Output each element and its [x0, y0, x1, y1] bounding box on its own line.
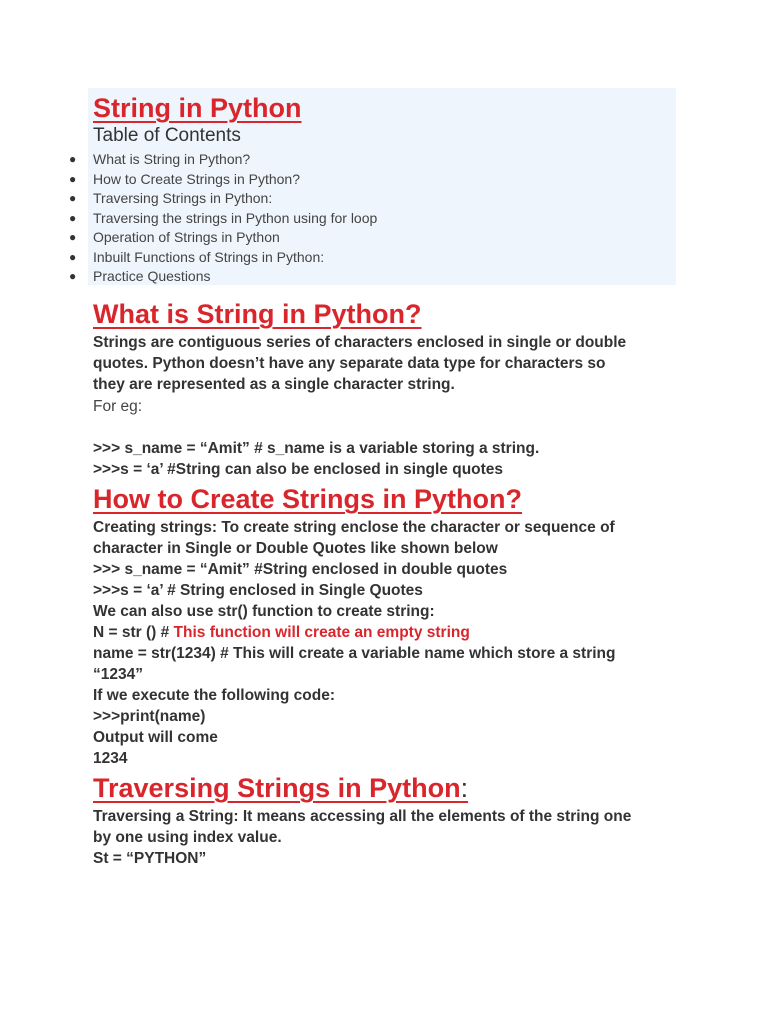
- toc-item[interactable]: ● What is String in Python?: [69, 150, 377, 170]
- bullet-icon: ●: [69, 269, 77, 283]
- paragraph-line: they are represented as a single character string.: [93, 376, 455, 393]
- page-title: String in Python: [93, 93, 302, 123]
- code-line: >>>print(name): [93, 708, 206, 725]
- paragraph-line: Strings are contiguous series of characters enclosed in single or double: [93, 334, 627, 351]
- code-line: >>> s_name = “Amit” # s_name is a variable storing a string.: [93, 440, 540, 457]
- code-line: >>>s = ‘a’ # String enclosed in Single Quotes: [93, 582, 423, 599]
- code-comment: This function will create an empty string: [173, 624, 470, 641]
- paragraph-line: by one using index value.: [93, 829, 282, 846]
- code-line: name = str(1234) # This will create a variable name which store a string: [93, 645, 616, 662]
- code-output: 1234: [93, 750, 128, 767]
- toc-item[interactable]: ● Traversing Strings in Python:: [69, 189, 377, 209]
- toc-item[interactable]: ● Traversing the strings in Python using for loop: [69, 209, 377, 229]
- section-what-is-string: [93, 298, 683, 480]
- for-eg-label: For eg:: [93, 398, 143, 415]
- bullet-icon: ●: [69, 171, 77, 186]
- code-line: N = str () # This function will create an empty string: [93, 624, 470, 641]
- paragraph-line: Creating strings: To create string enclose the character or sequence of: [93, 519, 615, 536]
- toc-heading: Table of Contents: [93, 125, 241, 146]
- code-line: >>> s_name = “Amit” #String enclosed in double quotes: [93, 561, 508, 578]
- toc-item[interactable]: ● Practice Questions: [69, 267, 377, 287]
- paragraph-line: character in Single or Double Quotes like shown below: [93, 540, 498, 557]
- toc-item[interactable]: ● Operation of Strings in Python: [69, 228, 377, 248]
- paragraph-line: We can also use str() function to create string:: [93, 603, 435, 620]
- paragraph-line: If we execute the following code:: [93, 687, 336, 704]
- bullet-icon: ●: [69, 230, 77, 244]
- section-heading: How to Create Strings in Python?: [93, 484, 523, 514]
- paragraph-line: Output will come: [93, 729, 218, 746]
- section-heading: What is String in Python?: [93, 299, 422, 329]
- toc-item[interactable]: ● Inbuilt Functions of Strings in Python:: [69, 248, 377, 268]
- code-line: St = “PYTHON”: [93, 850, 207, 867]
- toc-list: [69, 150, 377, 287]
- section-create-strings: [93, 483, 683, 769]
- bullet-icon: ●: [69, 152, 77, 166]
- bullet-icon: ●: [69, 191, 77, 205]
- code-line: >>>s = ‘a’ #String can also be enclosed in single quotes: [93, 461, 504, 478]
- paragraph-line: Traversing a String: It means accessing all the elements of the string one: [93, 808, 632, 825]
- section-heading: Traversing Strings in Python:: [93, 773, 469, 803]
- bullet-icon: ●: [69, 249, 77, 264]
- paragraph-line: quotes. Python doesn’t have any separate data type for characters so: [93, 355, 606, 372]
- code-line: “1234”: [93, 666, 143, 683]
- section-traversing-strings: [93, 772, 683, 869]
- bullet-icon: ●: [69, 210, 77, 225]
- toc-item[interactable]: ● How to Create Strings in Python?: [69, 170, 377, 190]
